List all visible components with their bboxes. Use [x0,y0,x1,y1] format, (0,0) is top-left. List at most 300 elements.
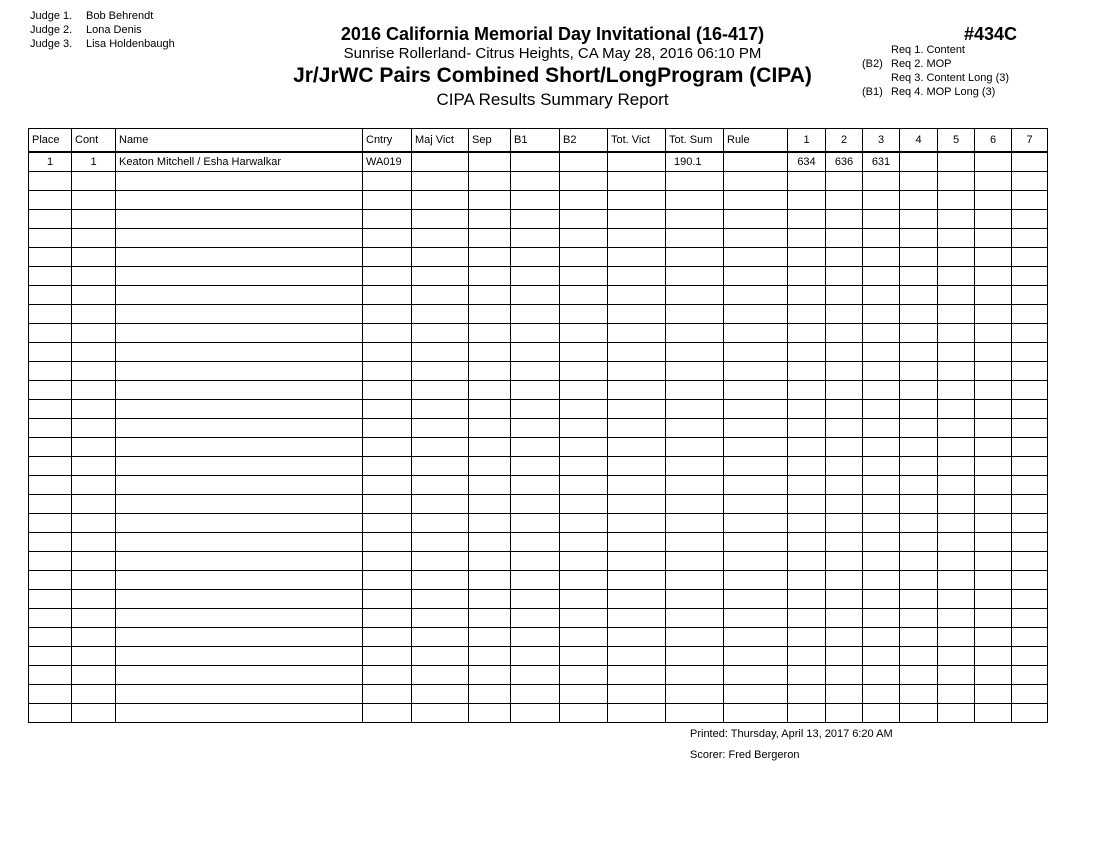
cell-j2: 636 [826,152,863,172]
cell-j3: 631 [863,152,900,172]
cell-place [29,628,72,647]
table-row [29,210,1048,229]
cell-j1 [788,628,826,647]
cell-tot-vict [608,685,666,704]
column-header-place: Place [29,129,72,153]
cell-cntry [363,267,412,286]
cell-sep [469,495,511,514]
cell-j6 [975,343,1012,362]
cell-b2 [560,152,608,172]
cell-tot-sum [666,628,724,647]
cell-rule [724,457,788,476]
cell-name [116,495,363,514]
cell-cntry: WA019 [363,152,412,172]
cell-j2 [826,533,863,552]
cell-b2 [560,476,608,495]
cell-cntry [363,286,412,305]
cell-b2 [560,495,608,514]
cell-j5 [938,704,975,723]
cell-cntry [363,533,412,552]
cell-cont [72,343,116,362]
cell-j7 [1012,590,1048,609]
cell-j4 [900,476,938,495]
cell-place [29,381,72,400]
cell-cntry [363,685,412,704]
cell-j3 [863,362,900,381]
table-row [29,647,1048,666]
cell-place [29,685,72,704]
cell-j7 [1012,647,1048,666]
cell-cntry [363,609,412,628]
cell-b1 [511,400,560,419]
cell-name [116,248,363,267]
cell-place [29,419,72,438]
cell-b1 [511,152,560,172]
cell-tot-sum [666,267,724,286]
cell-j4 [900,438,938,457]
cell-j4 [900,704,938,723]
cell-j1 [788,400,826,419]
cell-name [116,229,363,248]
cell-place: 1 [29,152,72,172]
cell-j6 [975,324,1012,343]
cell-maj-vict [412,533,469,552]
cell-j6 [975,609,1012,628]
cell-sep [469,552,511,571]
cell-j4 [900,571,938,590]
cell-j6 [975,400,1012,419]
results-table [28,128,1048,723]
cell-j1 [788,514,826,533]
cell-maj-vict [412,362,469,381]
cell-cntry [363,381,412,400]
cell-maj-vict [412,343,469,362]
cell-j6 [975,362,1012,381]
cell-b1 [511,609,560,628]
cell-cntry [363,628,412,647]
cell-maj-vict [412,514,469,533]
cell-cont [72,248,116,267]
cell-sep [469,286,511,305]
cell-b1 [511,476,560,495]
cell-tot-sum [666,438,724,457]
cell-b1 [511,229,560,248]
cell-j1 [788,381,826,400]
cell-name [116,324,363,343]
cell-j4 [900,362,938,381]
cell-j5 [938,229,975,248]
cell-b1 [511,305,560,324]
cell-place [29,666,72,685]
cell-j3 [863,248,900,267]
cell-j4 [900,514,938,533]
cell-cont [72,704,116,723]
cell-b2 [560,571,608,590]
cell-maj-vict [412,704,469,723]
cell-j1 [788,552,826,571]
cell-j6 [975,305,1012,324]
cell-name [116,457,363,476]
cell-j1 [788,248,826,267]
cell-cont [72,609,116,628]
cell-j1 [788,286,826,305]
cell-j3 [863,609,900,628]
cell-j6 [975,172,1012,191]
requirement-2: (B2) Req 2. MOP [862,58,952,70]
cell-b1 [511,666,560,685]
cell-j7 [1012,514,1048,533]
column-header-j3: 3 [863,129,900,153]
cell-b2 [560,248,608,267]
cell-tot-sum [666,647,724,666]
cell-cont [72,438,116,457]
cell-cont [72,324,116,343]
cell-j2 [826,628,863,647]
cell-maj-vict [412,457,469,476]
cell-name [116,210,363,229]
cell-sep [469,647,511,666]
cell-place [29,267,72,286]
cell-name [116,476,363,495]
cell-place [29,533,72,552]
cell-b2 [560,704,608,723]
cell-tot-sum [666,419,724,438]
cell-tot-vict [608,419,666,438]
column-header-j1: 1 [788,129,826,153]
cell-j7 [1012,343,1048,362]
cell-cntry [363,704,412,723]
cell-name [116,419,363,438]
cell-b2 [560,400,608,419]
cell-cont [72,495,116,514]
column-header-rule: Rule [724,129,788,153]
cell-j5 [938,172,975,191]
cell-tot-vict [608,571,666,590]
cell-rule [724,286,788,305]
cell-rule [724,267,788,286]
cell-j6 [975,248,1012,267]
cell-j7 [1012,628,1048,647]
cell-maj-vict [412,210,469,229]
cell-j5 [938,343,975,362]
cell-tot-sum [666,457,724,476]
cell-j7 [1012,267,1048,286]
cell-b2 [560,362,608,381]
cell-j6 [975,476,1012,495]
cell-name [116,191,363,210]
cell-rule [724,571,788,590]
cell-j4 [900,172,938,191]
cell-j3 [863,324,900,343]
cell-j2 [826,666,863,685]
venue-line: Sunrise Rollerland- Citrus Heights, CA May 28, 2016 06:10 PM [343,45,762,62]
column-header-j4: 4 [900,129,938,153]
cell-j4 [900,457,938,476]
cell-sep [469,476,511,495]
cell-j4 [900,248,938,267]
cell-cont [72,210,116,229]
cell-tot-vict [608,286,666,305]
cell-j2 [826,324,863,343]
column-header-j6: 6 [975,129,1012,153]
cell-b1 [511,704,560,723]
cell-maj-vict [412,476,469,495]
cell-tot-vict [608,362,666,381]
cell-cntry [363,457,412,476]
cell-maj-vict [412,590,469,609]
cell-cont [72,457,116,476]
cell-rule [724,210,788,229]
column-header-b1: B1 [511,129,560,153]
judges-list [30,9,175,51]
event-name: Jr/JrWC Pairs Combined Short/LongProgram (CIPA) [293,64,812,87]
cell-b1 [511,248,560,267]
cell-tot-vict [608,438,666,457]
cell-j2 [826,362,863,381]
table-row [29,191,1048,210]
cell-j4 [900,286,938,305]
cell-b1 [511,495,560,514]
cell-j3 [863,628,900,647]
cell-tot-sum [666,476,724,495]
cell-j4 [900,324,938,343]
cell-j2 [826,590,863,609]
cell-b1 [511,381,560,400]
cell-j7 [1012,172,1048,191]
cell-cntry [363,476,412,495]
cell-j7 [1012,438,1048,457]
cell-j5 [938,191,975,210]
cell-j4 [900,400,938,419]
cell-j6 [975,666,1012,685]
cell-rule [724,400,788,419]
cell-j5 [938,324,975,343]
cell-j3 [863,400,900,419]
cell-j6 [975,495,1012,514]
cell-maj-vict [412,191,469,210]
cell-cont [72,571,116,590]
cell-j1 [788,609,826,628]
cell-tot-sum [666,666,724,685]
cell-b2 [560,324,608,343]
cell-j1 [788,419,826,438]
cell-j5 [938,152,975,172]
cell-rule [724,590,788,609]
cell-cont [72,533,116,552]
judge-2: Judge 2. Lona Denis [30,24,142,36]
judge-1: Judge 1. Bob Behrendt [30,10,154,22]
cell-name [116,628,363,647]
cell-b2 [560,229,608,248]
table-row [29,229,1048,248]
cell-cont [72,685,116,704]
cell-j3 [863,476,900,495]
cell-rule [724,419,788,438]
cell-j1 [788,267,826,286]
cell-j3 [863,685,900,704]
cell-rule [724,495,788,514]
cell-tot-vict [608,666,666,685]
cell-j2 [826,457,863,476]
cell-sep [469,533,511,552]
cell-tot-sum [666,286,724,305]
cell-b2 [560,305,608,324]
cell-cntry [363,438,412,457]
cell-place [29,609,72,628]
cell-cont [72,628,116,647]
cell-b2 [560,438,608,457]
cell-name [116,172,363,191]
cell-place [29,210,72,229]
cell-maj-vict [412,267,469,286]
cell-name [116,647,363,666]
cell-b2 [560,666,608,685]
cell-j6 [975,152,1012,172]
cell-j3 [863,590,900,609]
cell-sep [469,305,511,324]
cell-j3 [863,305,900,324]
table-header-row [29,129,1048,153]
cell-sep [469,571,511,590]
cell-cntry [363,647,412,666]
cell-j5 [938,647,975,666]
cell-b2 [560,685,608,704]
cell-j5 [938,210,975,229]
cell-b2 [560,267,608,286]
cell-j2 [826,704,863,723]
cell-j4 [900,381,938,400]
cell-maj-vict [412,381,469,400]
cell-place [29,172,72,191]
cell-j3 [863,533,900,552]
cell-sep [469,210,511,229]
cell-j7 [1012,609,1048,628]
cell-j4 [900,343,938,362]
cell-place [29,552,72,571]
cell-place [29,476,72,495]
cell-j2 [826,571,863,590]
cell-j4 [900,609,938,628]
cell-sep [469,628,511,647]
cell-j3 [863,514,900,533]
cell-cont [72,362,116,381]
cell-tot-vict [608,628,666,647]
column-header-sep: Sep [469,129,511,153]
cell-j1 [788,590,826,609]
table-row [29,343,1048,362]
cell-j1 [788,704,826,723]
cell-j6 [975,571,1012,590]
cell-j1 [788,210,826,229]
cell-j2 [826,191,863,210]
cell-j6 [975,704,1012,723]
cell-j4 [900,152,938,172]
cell-j1 [788,438,826,457]
cell-j1 [788,305,826,324]
cell-sep [469,172,511,191]
cell-cont [72,666,116,685]
table-row [29,419,1048,438]
cell-j7 [1012,248,1048,267]
cell-j3 [863,286,900,305]
cell-maj-vict [412,152,469,172]
cell-b2 [560,210,608,229]
cell-j7 [1012,210,1048,229]
cell-j5 [938,419,975,438]
cell-tot-vict [608,229,666,248]
cell-name [116,666,363,685]
table-row [29,476,1048,495]
cell-b2 [560,419,608,438]
cell-maj-vict [412,438,469,457]
cell-j5 [938,476,975,495]
cell-rule [724,362,788,381]
cell-cont [72,590,116,609]
cell-b1 [511,324,560,343]
cell-j4 [900,419,938,438]
table-row [29,286,1048,305]
cell-j1 [788,533,826,552]
cell-maj-vict [412,229,469,248]
cell-b1 [511,362,560,381]
cell-j7 [1012,495,1048,514]
judge-3: Judge 3. Lisa Holdenbaugh [30,38,175,50]
cell-j2 [826,514,863,533]
cell-j5 [938,457,975,476]
cell-b1 [511,419,560,438]
cell-maj-vict [412,305,469,324]
cell-j2 [826,286,863,305]
cell-tot-sum [666,191,724,210]
table-row [29,704,1048,723]
cell-cntry [363,305,412,324]
cell-place [29,248,72,267]
cell-tot-sum [666,533,724,552]
cell-tot-sum [666,704,724,723]
cell-b2 [560,343,608,362]
cell-j2 [826,267,863,286]
cell-b2 [560,590,608,609]
cell-rule [724,685,788,704]
cell-tot-sum [666,248,724,267]
column-header-cntry: Cntry [363,129,412,153]
cell-sep [469,457,511,476]
cell-sep [469,362,511,381]
cell-sep [469,685,511,704]
cell-rule [724,628,788,647]
cell-j5 [938,666,975,685]
table-row [29,514,1048,533]
cell-rule [724,229,788,248]
requirements-list [862,43,1009,99]
cell-name [116,343,363,362]
cell-name [116,514,363,533]
cell-j2 [826,229,863,248]
cell-place [29,514,72,533]
cell-maj-vict [412,685,469,704]
cell-place [29,343,72,362]
column-header-name: Name [116,129,363,153]
table-row [29,552,1048,571]
cell-j1 [788,324,826,343]
cell-rule [724,172,788,191]
column-header-maj-vict: Maj Vict [412,129,469,153]
cell-j7 [1012,476,1048,495]
cell-b1 [511,533,560,552]
cell-tot-vict [608,172,666,191]
cell-j2 [826,495,863,514]
cell-j5 [938,685,975,704]
